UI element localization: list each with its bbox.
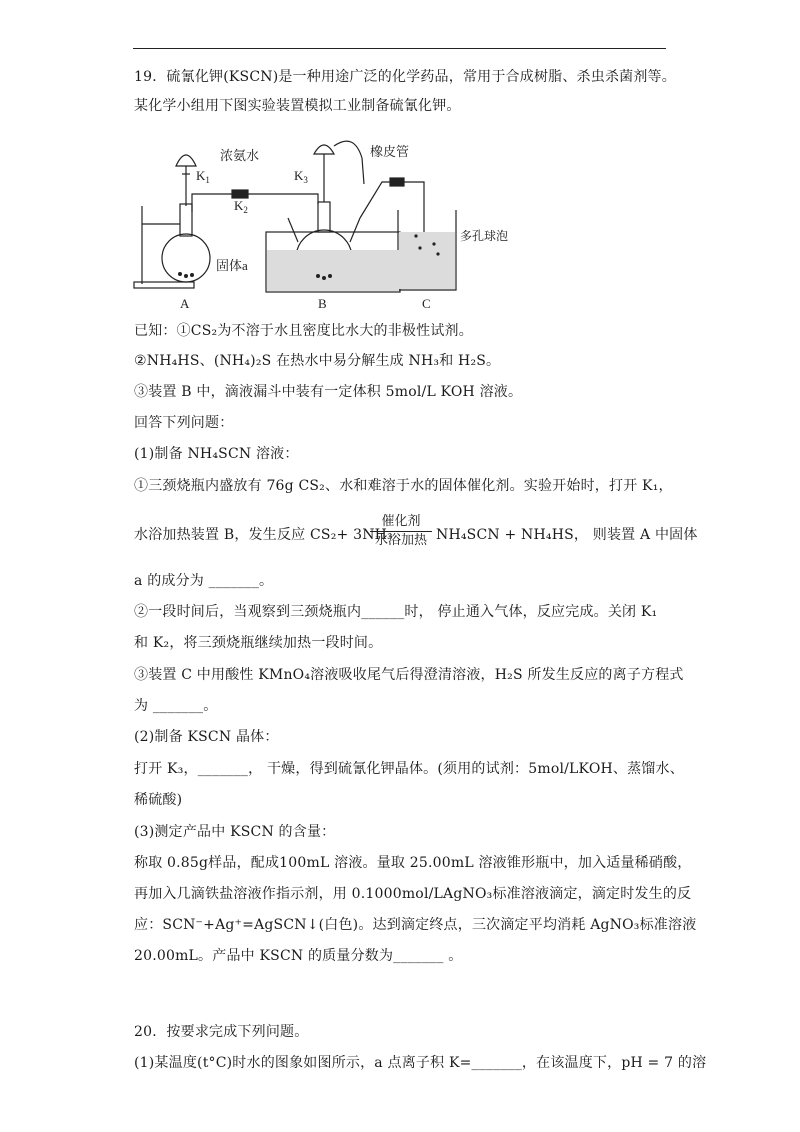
label-c: C [422, 296, 431, 311]
part3-line-1: 称取 0.85g样品，配成100mL 溶液。量取 25.00mL 溶液锥形瓶中，加入适量稀硝酸， [134, 855, 692, 871]
part1-q3-line-1: ③装置 C 中用酸性 KMnO₄溶液吸收尾气后得澄清溶液，H₂S 所发生反应的离子方程式 [134, 667, 684, 683]
known-3: ③装置 B 中，滴液漏斗中装有一定体积 5mol/L KOH 溶液。 [134, 384, 523, 400]
label-solid: 固体a [216, 258, 248, 273]
known-1: 已知：①CS₂为不溶于水且密度比水大的非极性试剂。 [134, 323, 473, 339]
label-a: A [180, 296, 190, 311]
part2-line-1: 打开 K₃，_______， 干燥，得到硫氰化钾晶体。(须用的试剂：5mol/LKOH、蒸馏水、 [134, 761, 684, 777]
q20-part1-line-1: (1)某温度(t°C)时水的图象如图所示，a 点离子积 K=_______，在该温度下，pH = 7 的溶 [134, 1055, 707, 1071]
known-2: ②NH₄HS、(NH₄)₂S 在热水中易分解生成 NH₃和 H₂S。 [134, 353, 501, 369]
stopcock-k2 [232, 190, 248, 198]
tube-b-c [360, 182, 424, 218]
part1-q2-line-1: ②一段时间后，当观察到三颈烧瓶内______时， 停止通入气体，反应完成。关闭 K₁ [134, 604, 658, 620]
label-k2: $K_2$ [234, 198, 248, 215]
funnel-b [314, 145, 334, 154]
flask-a-neck [180, 204, 192, 236]
rubber-tube [334, 141, 364, 184]
condition-bottom: 水浴加热 [374, 533, 427, 548]
stopcock-k3 [390, 178, 404, 186]
label-k3: $K_3$ [294, 168, 308, 185]
reaction-condition [370, 514, 432, 549]
part3-line-3: 应：SCN⁻+Ag⁺=AgSCN↓(白色)。达到滴定终点，三次滴定平均消耗 AgNO₃标准溶液 [134, 917, 697, 933]
tube-a-b [192, 194, 318, 212]
part3-line-2: 再加入几滴铁盐溶液作指示剂，用 0.1000mol/LAgNO₃标准溶液滴定，滴定时发生的反 [134, 886, 692, 902]
part1-q1-line-1: ①三颈烧瓶内盛放有 76g CS₂、水和难溶于水的固体催化剂。实验开始时，打开 K₁， [134, 478, 673, 494]
part1-q1-line-3: a 的成分为 _______。 [134, 573, 274, 589]
funnel-a [176, 155, 196, 166]
part1-title: (1)制备 NH₄SCN 溶液： [134, 446, 299, 462]
condition-top: 催化剂 [381, 514, 421, 529]
label-b: B [318, 296, 327, 311]
stand-base [134, 282, 194, 288]
part1-q1-line-2a: 水浴加热装置 B，发生反应 CS₂+ 3NH₃ [134, 527, 393, 543]
part3-line-4: 20.00mL。产品中 KSCN 的质量分数为_______ 。 [134, 948, 463, 964]
flask-b-neck [318, 202, 330, 232]
q19-intro-line-1: 19．硫氰化钾(KSCN)是一种用途广泛的化学药品，常用于合成树脂、杀虫杀菌剂等。 [134, 69, 676, 85]
label-ammonia: 浓氨水 [220, 148, 260, 163]
part1-q3-line-2: 为 _______。 [134, 698, 218, 714]
part2-line-2: 稀硫酸) [134, 792, 183, 808]
label-k1: $K_1$ [196, 168, 210, 185]
header-rule [133, 48, 666, 49]
q20-title: 20．按要求完成下列问题。 [134, 1024, 309, 1040]
answer-prompt: 回答下列问题： [134, 415, 234, 431]
label-rubber-tube: 橡皮管 [370, 144, 410, 159]
q19-intro-line-2: 某化学小组用下图实验装置模拟工业制备硫氰化钾。 [134, 98, 461, 114]
part1-q1-line-2b: NH₄SCN + NH₄HS， 则装置 A 中固体 [436, 527, 698, 543]
apparatus-figure [128, 136, 509, 314]
part1-q2-line-2: 和 K₂，将三颈烧瓶继续加热一段时间。 [134, 635, 383, 651]
label-porous-bulb: 多孔球泡 [460, 229, 509, 243]
part3-title: (3)测定产品中 KSCN 的含量： [134, 824, 336, 840]
part2-title: (2)制备 KSCN 晶体： [134, 729, 279, 745]
